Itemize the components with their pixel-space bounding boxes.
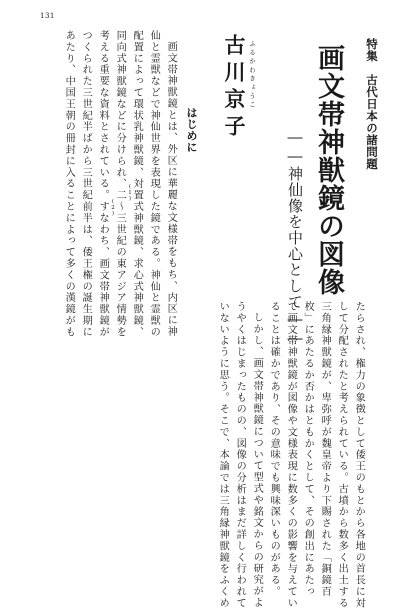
footnote-marker: (2) xyxy=(110,199,116,217)
body-column: 考える重要な資料とされている。すなわち、画文帯神獣鏡が xyxy=(97,30,109,338)
body-column: たらされ、権力の象徴として倭王のもとから各地の首長に対 xyxy=(353,301,365,609)
author-name: 古川京子 xyxy=(222,34,247,142)
body-column: つくられた三世紀半ばから三世紀前半は、倭王権の誕生期に xyxy=(80,30,92,338)
series-label: 特集 古代日本の諸問題 xyxy=(365,38,379,170)
body-column: 配置によって環状乳神獣鏡、対置式神獣鏡、求心式神獣鏡、 xyxy=(131,30,143,338)
body-column: 仙と霊獣などで神仙世界を表現した鏡である。神仙と霊獣の xyxy=(148,30,160,338)
article-title: 画文帯神獣鏡の図像 xyxy=(313,44,344,296)
body-column: しかし、画文帯神獣鏡について型式や銘文からの研究がよ xyxy=(251,312,263,609)
body-column: うやくはじまったものの、図像の分析はまだ詳しく行われて xyxy=(234,301,246,609)
body-column: ることは確かであり、その意味でも興味深いものがある。 xyxy=(268,301,280,598)
author-furigana: ふるかわきょうこ xyxy=(248,40,256,110)
footnote-marker: (1) xyxy=(127,184,133,202)
body-column: 枚」にあたるか否かはともかくとして、その創出にあたっ xyxy=(302,301,314,598)
body-column: いないように思う。そこで、本論では三角縁神獣鏡をふくめ xyxy=(217,301,229,609)
body-column: 三角縁神獣鏡が、卑弥呼が魏皇帝より下賜された「銅鏡百 xyxy=(319,301,331,598)
body-column: 画文帯神獣鏡とは、外区に華麗な文様帯をもち、内区に神 xyxy=(165,41,177,338)
body-column: 同向式神獣鏡などに分けられ、二～三世紀の東アジア情勢を xyxy=(114,30,126,338)
body-column: あたり、中国王朝の冊封に入ることによって多くの漢鏡がも xyxy=(63,30,75,338)
body-column: て画文帯神獣鏡が図像や文様表現に数多くの影響を与えてい xyxy=(285,301,297,609)
page-number: 131 xyxy=(40,12,55,20)
section-heading: はじめに xyxy=(185,107,198,153)
article-subtitle: ――神仙像を中心として―― xyxy=(286,128,304,348)
body-column: して分配されたと考えられている。古墳から数多く出土する xyxy=(336,301,348,609)
